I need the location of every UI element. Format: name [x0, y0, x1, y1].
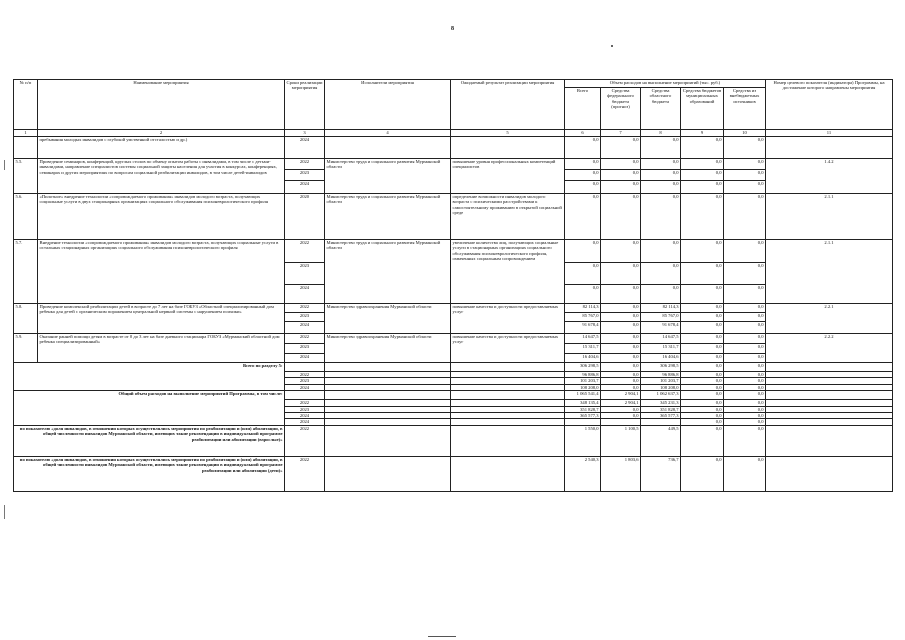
total-cell: 82 114,3: [565, 304, 601, 313]
executor-cell: Министерство здравоохранения Мурманской области: [325, 334, 451, 363]
extra-cell: 0,0: [724, 313, 766, 322]
result-cell: увеличение количества лиц, получающих социальные услуги в стационарных организациях социального обслуживания психоневрологического профиля, охваченных социальным сопровождением: [451, 240, 565, 304]
total-cell: 306 298,5: [565, 363, 601, 372]
table-row: [14, 391, 893, 400]
result-cell: повышение качества и доступности предоставляемых услуг: [451, 334, 565, 363]
federal-cell: 0,0: [601, 384, 641, 390]
municipal-cell: 0,0: [681, 170, 724, 181]
header-indicator: Номер целевого показателя (индикатора) Программы, на достижение которого направлены мероприятия: [766, 80, 893, 130]
total-cell: 0,0: [565, 159, 601, 170]
municipal-cell: 0,0: [681, 400, 724, 406]
header-term: Сроки реализации мероприятия: [285, 80, 325, 130]
regional-cell: 0,0: [641, 170, 681, 181]
num-cell: [14, 137, 38, 159]
header-expenses: Объем расходов на выполнение мероприятий (тыс. руб.): [565, 80, 766, 88]
extra-cell: 0,0: [724, 425, 766, 456]
indicator-cell: [766, 363, 893, 372]
header-name: Наименование мероприятия: [38, 80, 285, 130]
table-row: [14, 194, 893, 240]
activity-name: пребывания молодых инвалидов с глубокой умственной отсталостью и др.): [38, 137, 285, 159]
extra-cell: 0,0: [724, 181, 766, 194]
total-cell: 0,0: [565, 170, 601, 181]
column-index: 10: [724, 130, 766, 137]
program-activities-table: [13, 79, 893, 492]
extra-cell: 0,0: [724, 384, 766, 390]
column-index: 6: [565, 130, 601, 137]
municipal-cell: 0,0: [681, 378, 724, 384]
year-cell: 2022: [285, 334, 325, 344]
federal-cell: 0,0: [601, 240, 641, 263]
year-cell: 2023: [285, 378, 325, 384]
indicator-cell: [766, 425, 893, 456]
executor-cell: [325, 137, 451, 159]
table-row: [14, 159, 893, 170]
federal-cell: 0,0: [601, 413, 641, 419]
year-cell: 2023: [285, 263, 325, 285]
regional-cell: 0,0: [641, 137, 681, 159]
regional-cell: 365 577,3: [641, 413, 681, 419]
year-cell: [285, 363, 325, 372]
header-federal: Средства федерального бюджета (прогноз): [601, 88, 641, 130]
extra-cell: 0,0: [724, 413, 766, 419]
result-cell: [451, 425, 565, 456]
federal-cell: 0,0: [601, 406, 641, 412]
regional-cell: 449,5: [641, 425, 681, 456]
municipal-cell: 0,0: [681, 344, 724, 354]
total-cell: 2 540,3: [565, 456, 601, 491]
indicator-cell: 2.1.1: [766, 194, 893, 240]
regional-cell: 351 828,7: [641, 406, 681, 412]
indicator-cell: 2.2.2: [766, 334, 893, 363]
executor-cell: [325, 425, 451, 456]
municipal-cell: 0,0: [681, 413, 724, 419]
executor-cell: Министерство труда и социального развития Мурманской области: [325, 159, 451, 194]
federal-cell: 0,0: [601, 363, 641, 372]
header-extra: Средства из внебюджетных источников: [724, 88, 766, 130]
table-row: [14, 240, 893, 263]
page-number: 8: [451, 26, 454, 32]
municipal-cell: 0,0: [681, 240, 724, 263]
municipal-cell: 0,0: [681, 137, 724, 159]
extra-cell: 0,0: [724, 391, 766, 400]
extra-cell: 0,0: [724, 406, 766, 412]
scan-line: [428, 636, 456, 637]
extra-cell: 0,0: [724, 322, 766, 334]
federal-cell: 0,0: [601, 263, 641, 285]
extra-cell: 0,0: [724, 372, 766, 378]
result-cell: определение возможности инвалидов молодого возраста с психическими расстройствами к самостоятельному проживанию в открытой социальной среде: [451, 194, 565, 240]
total-cell: 96 886,8: [565, 372, 601, 378]
municipal-cell: 0,0: [681, 313, 724, 322]
column-index: 2: [38, 130, 285, 137]
header-regional: Средства областного бюджета: [641, 88, 681, 130]
total-cell: 16 404,6: [565, 354, 601, 363]
executor-cell: Министерство здравоохранения Мурманской области: [325, 304, 451, 334]
municipal-cell: 0,0: [681, 425, 724, 456]
result-cell: повышение уровня профессиональных компетенций специалистов: [451, 159, 565, 194]
federal-cell: 0,0: [601, 378, 641, 384]
regional-cell: 345 231,3: [641, 400, 681, 406]
municipal-cell: 0,0: [681, 181, 724, 194]
header-num: № п/п: [14, 80, 38, 130]
federal-cell: 0,0: [601, 194, 641, 240]
federal-cell: 1 803,6: [601, 456, 641, 491]
extra-cell: 0,0: [724, 263, 766, 285]
year-cell: 2022: [285, 304, 325, 313]
total-cell: 91 678,4: [565, 322, 601, 334]
extra-cell: 0,0: [724, 137, 766, 159]
municipal-cell: 0,0: [681, 263, 724, 285]
regional-cell: 101 203,7: [641, 378, 681, 384]
extra-cell: 0,0: [724, 285, 766, 304]
federal-cell: 0,0: [601, 304, 641, 313]
year-cell: 2024: [285, 419, 325, 425]
extra-cell: 0,0: [724, 456, 766, 491]
extra-cell: 0,0: [724, 334, 766, 344]
extra-cell: 0,0: [724, 159, 766, 170]
total-cell: 0,0: [565, 240, 601, 263]
activity-name: Проведение семинаров, конференций, круглых столов по обмену опытом работы с инвалидами, в том числе с детьми-инвалидами, направление специалистов системы социальной защиты населения для участия в конкурсах, конференциях, семинарах и других мероприятиях по вопросам социальной реабилитации инвалидов, в том числе детей-инвалидов: [38, 159, 285, 194]
total-cell: 0,0: [565, 194, 601, 240]
extra-cell: 0,0: [724, 170, 766, 181]
activity-name: Оказание ранней помощи детям в возрасте от 0 до 3 лет на базе дневного стационара ГОБУЗ «Мурманский областной дом ребенка специализированный»: [38, 334, 285, 363]
extra-cell: 0,0: [724, 363, 766, 372]
federal-cell: 0,0: [601, 137, 641, 159]
column-index-row: [14, 130, 893, 137]
year-cell: 2022: [285, 425, 325, 456]
indicator-adult-label: по показателю «доля инвалидов, в отношении которых осуществлялись мероприятия по реабилитации и (или) абилитации, в общей численности инвалидов Мурманской области, имеющих такие рекомендации в индивидуальной программе реабилитации или абилитации (взрослые)»: [14, 425, 285, 456]
municipal-cell: 0,0: [681, 285, 724, 304]
regional-cell: 108 208,0: [641, 384, 681, 390]
federal-cell: 0,0: [601, 159, 641, 170]
federal-cell: 0,0: [601, 344, 641, 354]
federal-cell: 0,0: [601, 354, 641, 363]
activity-name: Внедрение технологии «сопровождаемого проживания» инвалидов молодого возраста, получающих социальные услуги в остальных стационарных организациях социального обслуживания психоневрологического профиля: [38, 240, 285, 304]
indicator-cell: 2.2.1: [766, 304, 893, 334]
federal-cell: 1 100,5: [601, 425, 641, 456]
federal-cell: 0,0: [601, 285, 641, 304]
num-cell: 5.8.: [14, 304, 38, 334]
federal-cell: 0,0: [601, 313, 641, 322]
municipal-cell: 0,0: [681, 159, 724, 170]
regional-cell: 91 678,4: [641, 322, 681, 334]
municipal-cell: 0,0: [681, 334, 724, 344]
extra-cell: 0,0: [724, 194, 766, 240]
regional-cell: 96 886,8: [641, 372, 681, 378]
table-row: [14, 304, 893, 313]
year-cell: 2024: [285, 285, 325, 304]
table-row: [14, 425, 893, 456]
table-row: [14, 363, 893, 372]
regional-cell: 0,0: [641, 240, 681, 263]
result-cell: повышение качества и доступности предоставляемых услуг: [451, 304, 565, 334]
indicator-cell: 2.1.1: [766, 240, 893, 304]
total-cell: 348 135,4: [565, 400, 601, 406]
total-cell: 0,0: [565, 263, 601, 285]
column-index: 9: [681, 130, 724, 137]
year-cell: 2024: [285, 322, 325, 334]
result-cell: [451, 456, 565, 491]
result-cell: [451, 391, 565, 400]
num-cell: 5.5.: [14, 159, 38, 194]
federal-cell: 0,0: [601, 322, 641, 334]
extra-cell: 0,0: [724, 240, 766, 263]
municipal-cell: 0,0: [681, 384, 724, 390]
federal-cell: 0,0: [601, 334, 641, 344]
header-executor: Исполнители мероприятия: [325, 80, 451, 130]
regional-cell: 736,7: [641, 456, 681, 491]
executor-cell: [325, 456, 451, 491]
total-cell: 365 577,3: [565, 413, 601, 419]
column-index: 7: [601, 130, 641, 137]
program-total-label: Общий объем расходов на выполнение мероприятий Программы, в том числе:: [14, 391, 285, 426]
extra-cell: 0,0: [724, 400, 766, 406]
year-cell: 2022: [285, 372, 325, 378]
municipal-cell: 0,0: [681, 419, 724, 425]
year-cell: 2022: [285, 240, 325, 263]
year-cell: 2023: [285, 344, 325, 354]
municipal-cell: 0,0: [681, 391, 724, 400]
column-index: 4: [325, 130, 451, 137]
year-cell: 2024: [285, 354, 325, 363]
year-cell: 2024: [285, 181, 325, 194]
table-row: [14, 137, 893, 159]
regional-cell: 0,0: [641, 194, 681, 240]
regional-cell: 85 767,0: [641, 313, 681, 322]
total-cell: 15 311,7: [565, 344, 601, 354]
year-cell: 2022: [285, 400, 325, 406]
header-total: Всего: [565, 88, 601, 130]
municipal-cell: 0,0: [681, 363, 724, 372]
regional-cell: 1 062 637,3: [641, 391, 681, 400]
binder-mark: [4, 160, 5, 170]
regional-cell: 15 311,7: [641, 344, 681, 354]
binder-mark: [4, 505, 5, 519]
executor-cell: Министерство труда и социального развития Мурманской области: [325, 240, 451, 304]
num-cell: 5.6.: [14, 194, 38, 240]
regional-cell: 0,0: [641, 181, 681, 194]
total-cell: 85 767,0: [565, 313, 601, 322]
municipal-cell: 0,0: [681, 354, 724, 363]
table-body: [14, 137, 893, 492]
column-index: 8: [641, 130, 681, 137]
executor-cell: [325, 363, 451, 372]
activity-name: Проведение комплексной реабилитации детей в возрасте до 7 лет на базе ГОБУЗ «Областной специализированный дом ребенка для детей с органическим поражением центральной нервной системы с нарушением психики»: [38, 304, 285, 334]
municipal-cell: 0,0: [681, 372, 724, 378]
year-cell: 2023: [285, 313, 325, 322]
column-index: 1: [14, 130, 38, 137]
total-cell: 0,0: [565, 285, 601, 304]
column-index: 5: [451, 130, 565, 137]
executor-cell: Министерство труда и социального развития Мурманской области: [325, 194, 451, 240]
result-cell: [451, 363, 565, 372]
municipal-cell: 0,0: [681, 194, 724, 240]
federal-cell: 0,0: [601, 181, 641, 194]
total-cell: 0,0: [565, 137, 601, 159]
total-cell: 108 208,0: [565, 384, 601, 390]
year-cell: 2022: [285, 456, 325, 491]
regional-cell: 0,0: [641, 159, 681, 170]
extra-cell: 0,0: [724, 378, 766, 384]
federal-cell: 2 904,1: [601, 400, 641, 406]
total-cell: 14 647,5: [565, 334, 601, 344]
municipal-cell: 0,0: [681, 456, 724, 491]
year-cell: 2023: [285, 406, 325, 412]
table-header: [14, 80, 893, 137]
year-cell: 2024: [285, 413, 325, 419]
regional-cell: 0,0: [641, 285, 681, 304]
indicator-cell: [766, 391, 893, 400]
year-cell: 2024: [285, 384, 325, 390]
regional-cell: 82 114,3: [641, 304, 681, 313]
year-cell: 2020: [285, 194, 325, 240]
regional-cell: 306 298,5: [641, 363, 681, 372]
total-cell: 101 203,7: [565, 378, 601, 384]
total-cell: 351 828,7: [565, 406, 601, 412]
federal-cell: 0,0: [601, 170, 641, 181]
indicator-cell: 1.4.2: [766, 159, 893, 194]
extra-cell: 0,0: [724, 344, 766, 354]
scan-speck: [611, 45, 613, 47]
column-index: 11: [766, 130, 893, 137]
num-cell: 5.9.: [14, 334, 38, 363]
table-row: [14, 456, 893, 491]
federal-cell: 0,0: [601, 372, 641, 378]
year-cell: 2023: [285, 170, 325, 181]
total-cell: 1 550,0: [565, 425, 601, 456]
section-total-label: Всего по разделу 5:: [14, 363, 285, 391]
municipal-cell: 0,0: [681, 406, 724, 412]
indicator-child-label: по показателю «доля инвалидов, в отношении которых осуществлялись мероприятия по реабилитации и (или) абилитации, в общей численности инвалидов Мурманской области, имеющих такие рекомендации в индивидуальной программе реабилитации или абилитации (дети)»: [14, 456, 285, 491]
year-cell: 2022: [285, 159, 325, 170]
header-result: Ожидаемый результат реализации мероприятия: [451, 80, 565, 130]
municipal-cell: 0,0: [681, 322, 724, 334]
extra-cell: 0,0: [724, 419, 766, 425]
municipal-cell: 0,0: [681, 304, 724, 313]
regional-cell: 0,0: [641, 263, 681, 285]
extra-cell: 0,0: [724, 304, 766, 313]
extra-cell: 0,0: [724, 354, 766, 363]
column-index: 3: [285, 130, 325, 137]
result-cell: [451, 137, 565, 159]
regional-cell: 14 647,5: [641, 334, 681, 344]
year-cell: 2024: [285, 137, 325, 159]
total-cell: 1 065 541,4: [565, 391, 601, 400]
header-municipal: Средства бюджетов муниципальных образований: [681, 88, 724, 130]
indicator-cell: [766, 137, 893, 159]
regional-cell: 16 404,6: [641, 354, 681, 363]
federal-cell: 2 904,1: [601, 391, 641, 400]
activity-name: «Пилотное» внедрение технологии «сопровождаемого проживания» инвалидов молодого возраста, получающих социальные услуги в двух стационарных организациях социального обслуживания психоневрологического профиля: [38, 194, 285, 240]
num-cell: 5.7.: [14, 240, 38, 304]
executor-cell: [325, 391, 451, 400]
year-cell: [285, 391, 325, 400]
table-row: [14, 334, 893, 344]
indicator-cell: [766, 456, 893, 491]
total-cell: 0,0: [565, 181, 601, 194]
